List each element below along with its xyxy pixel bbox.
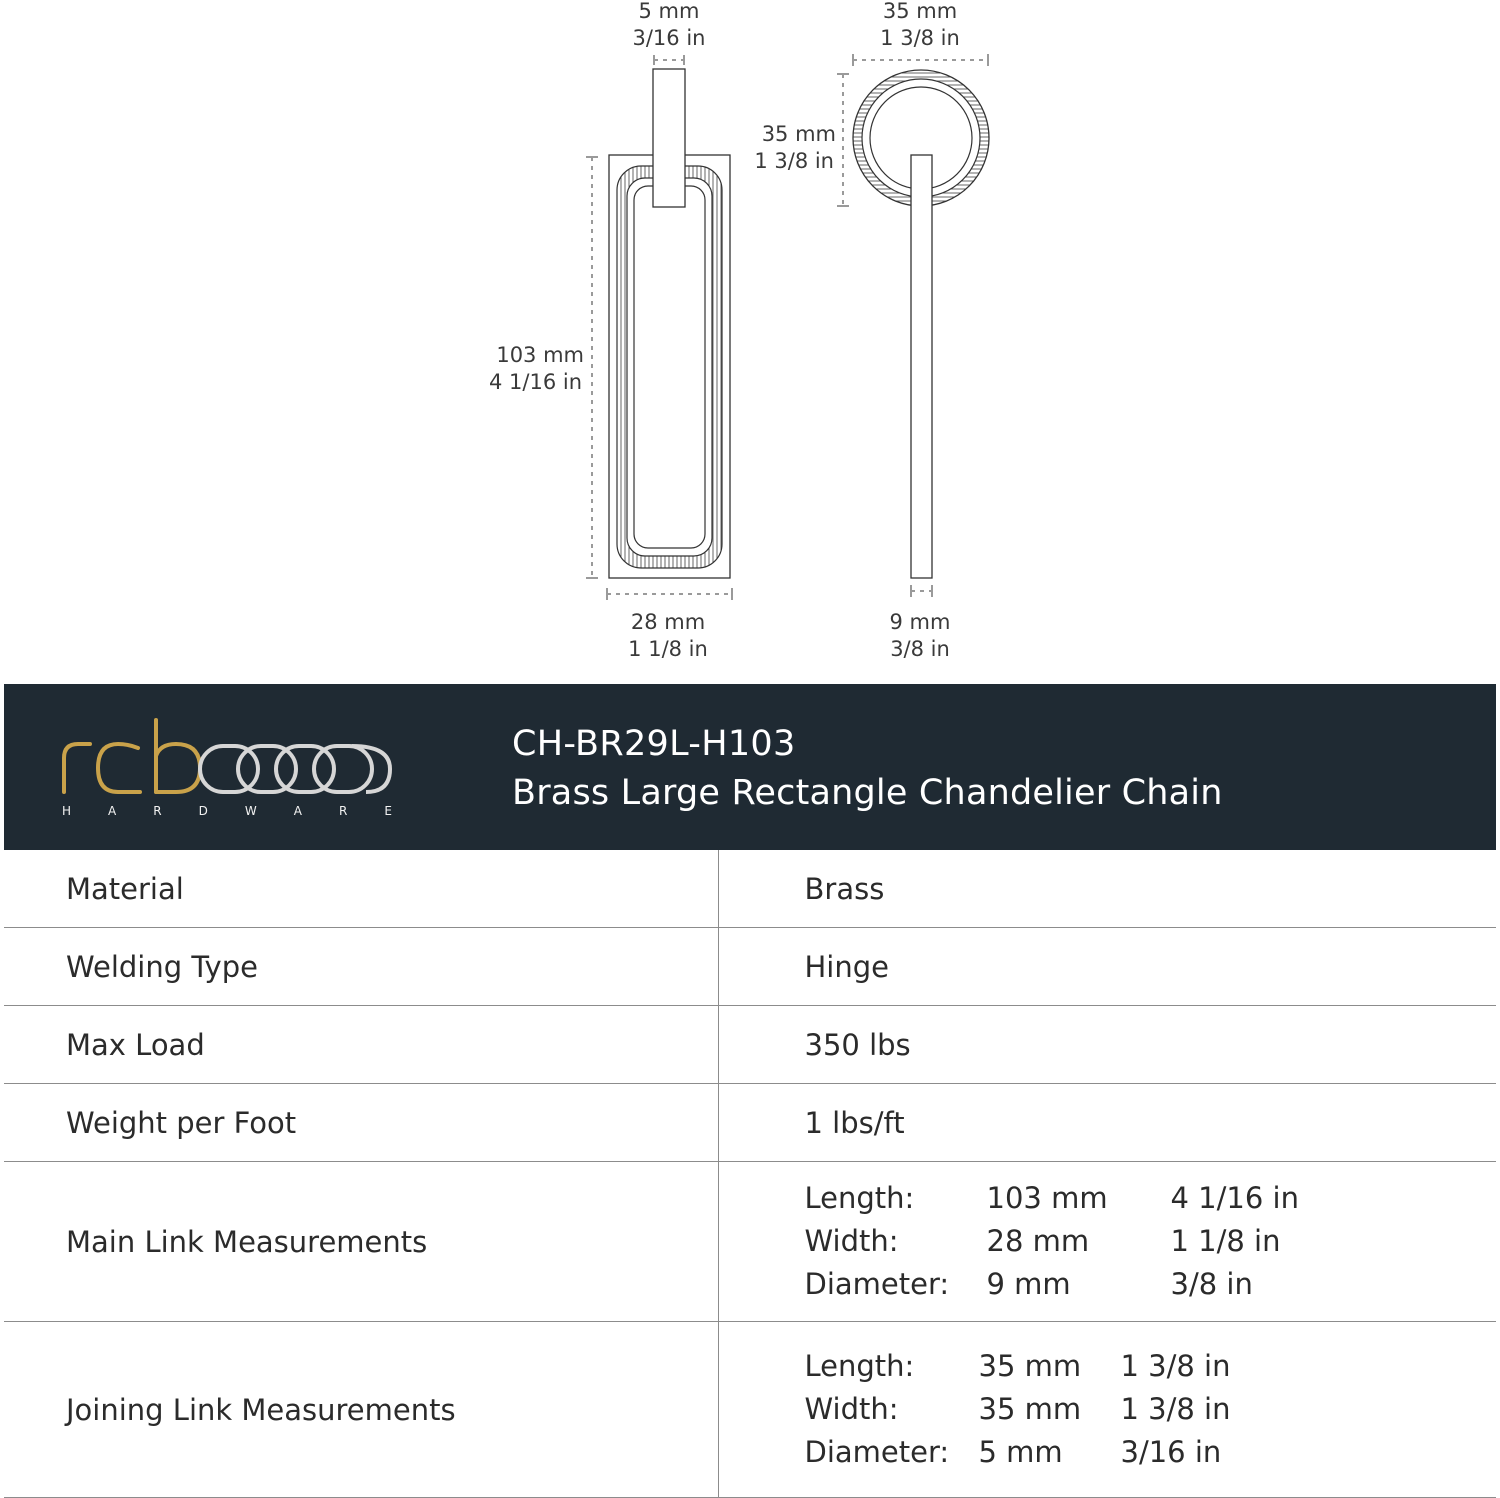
joining-side-dim-mm: 35 mm — [761, 122, 836, 146]
logo-caption-letter: E — [384, 804, 392, 818]
main-top-dim-in: 3/16 in — [632, 26, 706, 50]
measure-in: 1 1/8 in — [1170, 1224, 1281, 1258]
joining-link-drawing — [853, 70, 989, 578]
spec-value-max-load: 350 lbs — [718, 1006, 1496, 1084]
table-row — [4, 1322, 1496, 1498]
measure-in: 3/16 in — [1120, 1435, 1222, 1469]
product-code: CH-BR29L-H103 — [512, 724, 796, 764]
joining-top-dim-in: 1 3/8 in — [880, 26, 960, 50]
logo-caption-letter: W — [244, 804, 257, 818]
measure-in: 1 3/8 in — [1120, 1349, 1231, 1383]
measure-mm: 35 mm — [978, 1392, 1082, 1426]
spec-value-main-link — [718, 1162, 1496, 1322]
product-name: Brass Large Rectangle Chandelier Chain — [512, 773, 1223, 813]
measure-in: 3/8 in — [1170, 1267, 1253, 1301]
joining-bottom-dim-mm: 9 mm — [889, 610, 951, 634]
measure-name: Diameter: — [804, 1267, 950, 1301]
spec-label-joining-link: Joining Link Measurements — [4, 1322, 718, 1498]
main-side-dim-in: 4 1/16 in — [488, 370, 582, 394]
spec-label-max-load: Max Load — [4, 1006, 718, 1084]
logo-caption-letter: R — [153, 804, 162, 818]
measure-mm: 103 mm — [986, 1181, 1108, 1215]
spec-label-main-link: Main Link Measurements — [4, 1162, 718, 1322]
spec-table — [4, 850, 1496, 1498]
table-row — [4, 1162, 1496, 1322]
measure-name: Length: — [804, 1349, 915, 1383]
spec-label-weight-per-foot: Weight per Foot — [4, 1084, 718, 1162]
measurement-grid — [805, 1347, 1497, 1472]
main-side-dim-mm: 103 mm — [496, 343, 584, 367]
table-row — [4, 1006, 1496, 1084]
spec-label-welding-type: Welding Type — [4, 928, 718, 1006]
measure-in: 1 3/8 in — [1120, 1392, 1231, 1426]
main-top-dim-mm: 5 mm — [638, 0, 700, 23]
spec-value-joining-link — [718, 1322, 1496, 1498]
brand-logo — [60, 718, 400, 823]
technical-drawing — [0, 0, 1500, 684]
logo-caption-letter: A — [108, 804, 117, 818]
measure-in: 4 1/16 in — [1170, 1181, 1299, 1215]
logo-caption — [62, 804, 392, 818]
table-row — [4, 1084, 1496, 1162]
main-link-drawing — [609, 69, 730, 578]
logo-caption-letter: A — [293, 804, 303, 818]
measure-mm: 9 mm — [986, 1267, 1071, 1301]
logo-caption-letter: H — [62, 804, 72, 818]
measure-mm: 5 mm — [978, 1435, 1063, 1469]
spec-label-material: Material — [4, 850, 718, 928]
measure-name: Width: — [804, 1392, 899, 1426]
spec-value-weight-per-foot: 1 lbs/ft — [718, 1084, 1496, 1162]
logo-caption-letter: R — [339, 804, 348, 818]
measure-mm: 28 mm — [986, 1224, 1090, 1258]
measure-name: Diameter: — [804, 1435, 950, 1469]
table-row — [4, 850, 1496, 928]
joining-top-dim-mm: 35 mm — [882, 0, 958, 23]
main-bottom-dim-mm: 28 mm — [630, 610, 706, 634]
spec-value-welding-type: Hinge — [718, 928, 1496, 1006]
measure-mm: 35 mm — [978, 1349, 1082, 1383]
joining-side-dim-in: 1 3/8 in — [754, 149, 834, 173]
measure-name: Width: — [804, 1224, 899, 1258]
main-bottom-dim-in: 1 1/8 in — [628, 637, 708, 661]
logo-caption-letter: D — [198, 804, 208, 818]
spec-value-material: Brass — [718, 850, 1496, 928]
table-row — [4, 928, 1496, 1006]
product-header — [4, 684, 1496, 850]
chain-logo-icon — [60, 718, 400, 798]
measurement-grid — [805, 1179, 1497, 1304]
joining-bottom-dim-in: 3/8 in — [890, 637, 950, 661]
measure-name: Length: — [804, 1181, 915, 1215]
